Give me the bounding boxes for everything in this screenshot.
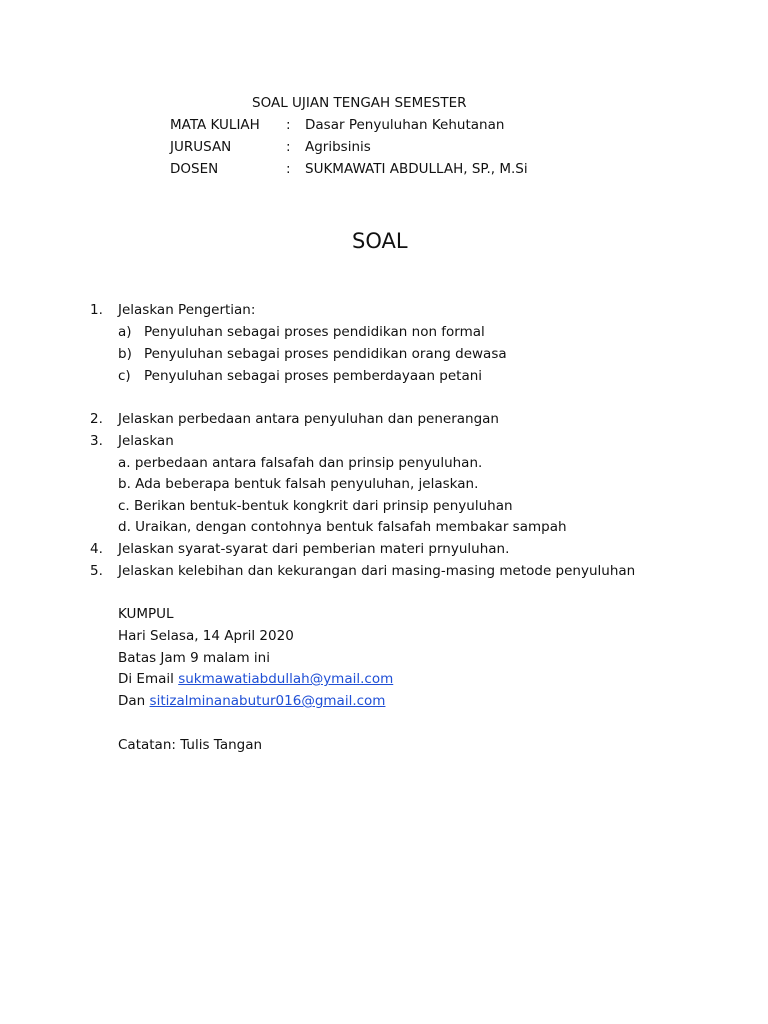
email-prefix: Di Email xyxy=(118,671,174,687)
point-text: c. Berikan bentuk-bentuk kongkrit dari prinsip penyuluhan xyxy=(118,498,513,514)
course-value: Dasar Penyuluhan Kehutanan xyxy=(305,117,505,133)
exam-title: SOAL UJIAN TENGAH SEMESTER xyxy=(252,95,467,111)
department-label: JURUSAN xyxy=(170,139,232,155)
point-text: a. perbedaan antara falsafah dan prinsip penyuluhan. xyxy=(118,455,483,471)
course-label: MATA KULIAH xyxy=(170,117,260,133)
email-line-1 xyxy=(118,670,393,688)
subitem-label: a) xyxy=(118,324,132,340)
question-number: 2. xyxy=(90,411,103,427)
question-number: 4. xyxy=(90,541,103,557)
due-date: Hari Selasa, 14 April 2020 xyxy=(118,628,294,644)
question-number: 5. xyxy=(90,563,103,579)
point-text: b. Ada beberapa bentuk falsah penyuluhan, jelaskan. xyxy=(118,476,479,492)
subitem-label: c) xyxy=(118,368,131,384)
subitem-text: Penyuluhan sebagai proses pendidikan non formal xyxy=(144,324,485,340)
question-number: 3. xyxy=(90,433,103,449)
question-text: Jelaskan perbedaan antara penyuluhan dan penerangan xyxy=(118,411,499,427)
subitem-label: b) xyxy=(118,346,132,362)
kumpul-label: KUMPUL xyxy=(118,606,174,622)
department-value: Agribsinis xyxy=(305,139,371,155)
email-link-2[interactable]: sitizalminanabutur016@gmail.com xyxy=(149,693,386,709)
lecturer-value: SUKMAWATI ABDULLAH, SP., M.Si xyxy=(305,161,528,177)
lecturer-colon: : xyxy=(286,161,291,177)
department-colon: : xyxy=(286,139,291,155)
course-colon: : xyxy=(286,117,291,133)
handwriting-note: Catatan: Tulis Tangan xyxy=(118,737,263,753)
deadline-time: Batas Jam 9 malam ini xyxy=(118,650,270,666)
point-text: d. Uraikan, dengan contohnya bentuk falsafah membakar sampah xyxy=(118,519,567,535)
question-text: Jelaskan kelebihan dan kekurangan dari masing-masing metode penyuluhan xyxy=(118,563,636,579)
lecturer-label: DOSEN xyxy=(170,161,219,177)
subitem-text: Penyuluhan sebagai proses pemberdayaan petani xyxy=(144,368,483,384)
question-text: Jelaskan syarat-syarat dari pemberian materi prnyuluhan. xyxy=(118,541,510,557)
email-link-1[interactable]: sukmawatiabdullah@ymail.com xyxy=(178,671,394,687)
question-number: 1. xyxy=(90,302,103,318)
question-text: Jelaskan xyxy=(118,433,174,449)
second-prefix: Dan xyxy=(118,693,146,709)
subitem-text: Penyuluhan sebagai proses pendidikan orang dewasa xyxy=(144,346,507,362)
question-text: Jelaskan Pengertian: xyxy=(118,302,256,318)
soal-heading: SOAL xyxy=(352,229,408,253)
email-line-2 xyxy=(118,692,385,710)
